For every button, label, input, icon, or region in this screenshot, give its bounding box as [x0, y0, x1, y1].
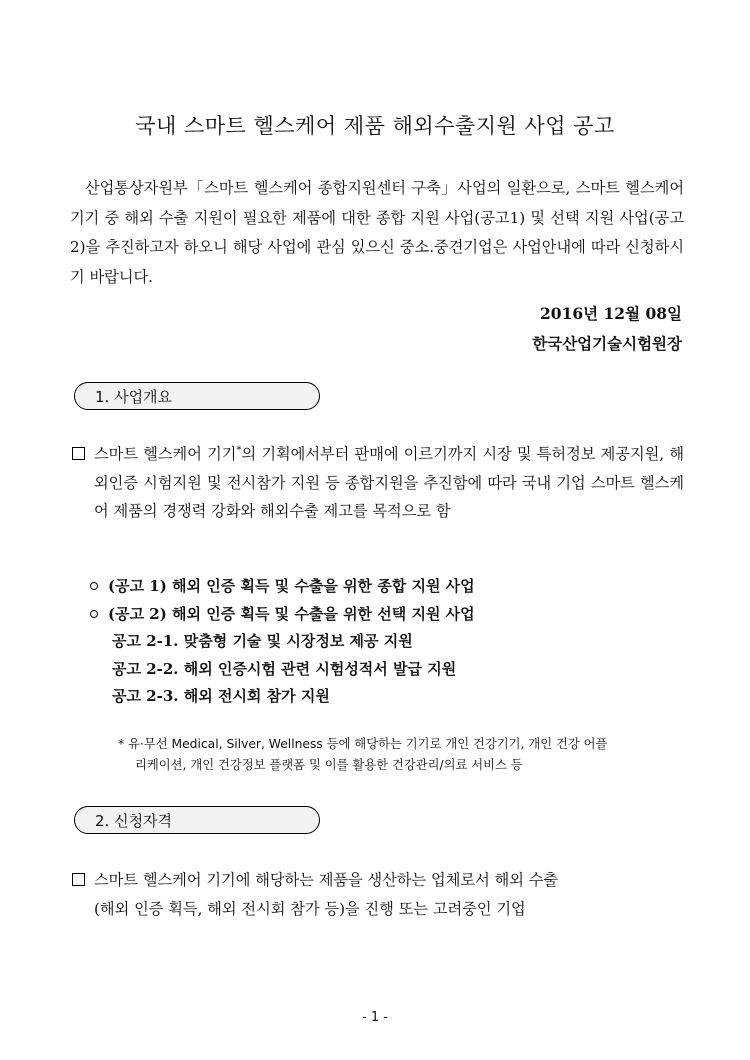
section-heading-overview: 1. 사업개요 [74, 382, 320, 410]
section-heading-eligibility: 2. 신청자격 [74, 806, 320, 834]
sub-item-2-3: 공고 2-3. 해외 전시회 참가 지원 [112, 687, 330, 705]
page-number: - 1 - [362, 1010, 388, 1025]
sub-item-2-1: 공고 2-1. 맞춤형 기술 및 시장정보 제공 지원 [112, 632, 413, 650]
eligibility-paragraph [72, 866, 684, 923]
eligibility-text-1: 스마트 헬스케어 기기에 해당하는 제품을 생산하는 업체로서 해외 수출 [94, 871, 559, 889]
program-list [90, 573, 690, 711]
overview-text-rest: 의 기획에서부터 판매에 이르기까지 시장 및 특허정보 제공지원, 해외인증 시험지원 및 전시참가 지원 등 종합지원을 추진함에 따라 국내 기업 스마트 헬스케어 제품의 경쟁력 강화와 해외수출 제고를 목적으로 함 [94, 445, 684, 520]
program-2: (공고 2) 해외 인증 획득 및 수출을 위한 선택 지원 사업 [108, 604, 475, 623]
circle-bullet-icon [90, 582, 98, 590]
footnote-marker: * [236, 445, 242, 456]
overview-text-start: 스마트 헬스케어 기기 [94, 445, 237, 463]
circle-bullet-icon [90, 610, 98, 618]
list-item [90, 601, 690, 629]
checkbox-square-icon [72, 447, 85, 460]
issuing-organization: 한국산업기술시험원장 [532, 334, 682, 353]
announcement-date: 2016년 12월 08일 [540, 304, 682, 323]
list-item [90, 573, 690, 601]
sub-item-2-2: 공고 2-2. 해외 인증시험 관련 시험성적서 발급 지원 [112, 659, 457, 678]
intro-paragraph: 산업통상자원부「스마트 헬스케어 종합지원센터 구축」사업의 일환으로, 스마트 헬스케어 기기 중 해외 수출 지원이 필요한 제품에 대한 종합 지원 사업(공고1) 및 선택 지원 사업(공고2)을 추진하고자 하오니 해당 사업에 관심 있으신 중소.중견기업은 사업안내에 따라 신청하시기 바랍니다. [70, 179, 684, 286]
overview-text [72, 440, 684, 526]
overview-paragraph [72, 440, 684, 526]
footnote-line-1: * 유·무선 Medical, Silver, Wellness 등에 해당하는 기기로 개인 건강기기, 개인 건강 어플 [118, 737, 608, 751]
program-1: (공고 1) 해외 인증 획득 및 수출을 위한 종합 지원 사업 [108, 577, 475, 595]
checkbox-square-icon [72, 873, 85, 886]
footnote-line-2: 리케이션, 개인 건강정보 플랫폼 및 이를 활용한 건강관리/의료 서비스 등 [135, 758, 523, 772]
footnote [118, 734, 684, 776]
eligibility-line-1 [72, 866, 684, 895]
document-title: 국내 스마트 헬스케어 제품 해외수출지원 사업 공고 [135, 114, 615, 138]
eligibility-line-2: (해외 인증 획득, 해외 전시회 참가 등)을 진행 또는 고려중인 기업 [94, 899, 526, 918]
